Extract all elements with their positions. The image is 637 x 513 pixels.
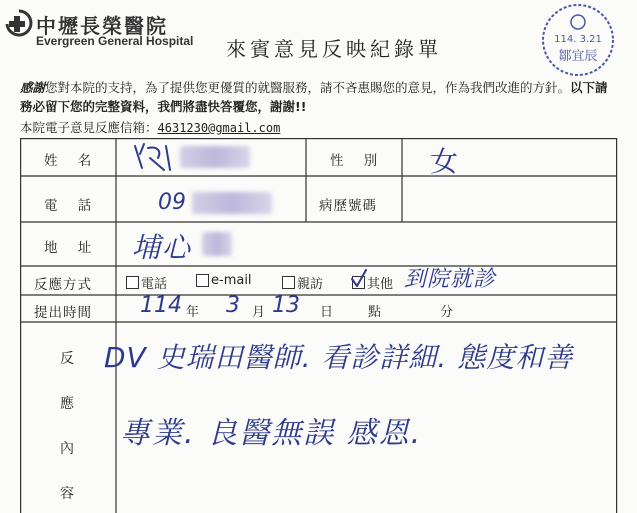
time-day-value: 13 <box>272 293 300 318</box>
intro-paragraph <box>20 78 620 116</box>
method-other-value: 到院就診 <box>404 267 497 292</box>
hospital-name-en: Evergreen General Hospital <box>36 34 194 48</box>
phone-redacted <box>192 192 272 214</box>
method-option-phone[interactable] <box>126 273 167 292</box>
stamp-circle-icon <box>538 2 618 78</box>
method-option-other[interactable] <box>352 273 393 292</box>
content-line-1: DV 史瑞田醫師. 看診詳細. 態度和善 <box>104 341 574 374</box>
hospital-logo-icon <box>4 8 34 38</box>
method-option-email[interactable] <box>196 273 252 288</box>
content-line-2: 專業. 良醫無誤 感恩. <box>120 416 423 451</box>
gender-value: 女 <box>430 145 459 178</box>
method-email-checkbox[interactable] <box>196 274 209 287</box>
method-other-label: 其他 <box>367 277 394 292</box>
method-label: 反應方式 <box>34 277 92 293</box>
method-email-label: e-mail <box>211 273 252 288</box>
method-visit-checkbox[interactable] <box>282 276 295 289</box>
stamp-unit: 鄒宜辰 <box>558 49 598 64</box>
time-year-unit: 年 <box>186 305 200 320</box>
stamp-date: 114. 3.21 <box>554 34 602 45</box>
checkmark-icon <box>350 269 368 289</box>
received-stamp <box>538 2 618 78</box>
phone-label: 電 話 <box>44 198 100 214</box>
intro-thanks: 感謝 <box>20 80 46 95</box>
address-label: 地 址 <box>44 240 100 256</box>
name-handwriting <box>130 140 190 174</box>
method-other-checkbox[interactable] <box>352 276 365 289</box>
content-label-char-4: 容 <box>60 486 74 502</box>
time-label: 提出時間 <box>34 305 92 321</box>
content-label-char-3: 內 <box>60 441 74 457</box>
feedback-form <box>20 138 618 513</box>
email-address: 4631230@gmail.com <box>157 121 281 135</box>
name-redacted <box>180 146 250 168</box>
time-year-value: 114 <box>140 293 182 318</box>
hospital-name-zh: 中壢長榮醫院 <box>36 14 168 38</box>
time-day-unit: 日 <box>320 305 334 320</box>
time-month-value: 3 <box>226 293 240 318</box>
time-month-unit: 月 <box>252 305 266 320</box>
email-line <box>20 118 280 136</box>
gender-label: 性 別 <box>330 153 386 169</box>
content-label-char-1: 反 <box>60 351 74 367</box>
method-phone-label: 電話 <box>141 277 168 292</box>
time-hour-unit: 點 <box>368 305 382 320</box>
name-label: 姓 名 <box>44 153 100 169</box>
hospital-logo <box>4 6 219 48</box>
email-label: 本院電子意見反應信箱： <box>20 120 158 135</box>
address-value: 埔心 <box>132 231 193 264</box>
address-redacted <box>202 232 232 256</box>
intro-body: 您對本院的支持，為了提供您更優質的就醫服務，請不吝惠賜您的意見，作為我們改進的方針。 <box>45 80 571 95</box>
form-title: 來賓意見反映紀錄單 <box>226 37 442 61</box>
record-no-label: 病歷號碼 <box>319 198 377 214</box>
time-minute-unit: 分 <box>440 305 454 320</box>
intro-request: 以下請務必留下您的完整資料，我們將盡快答覆您，謝謝!! <box>20 80 608 114</box>
method-phone-checkbox[interactable] <box>126 276 139 289</box>
method-visit-label: 親訪 <box>297 277 324 292</box>
content-label-char-2: 應 <box>60 396 74 412</box>
phone-prefix: 09 <box>158 190 186 215</box>
method-option-visit[interactable] <box>282 273 323 292</box>
